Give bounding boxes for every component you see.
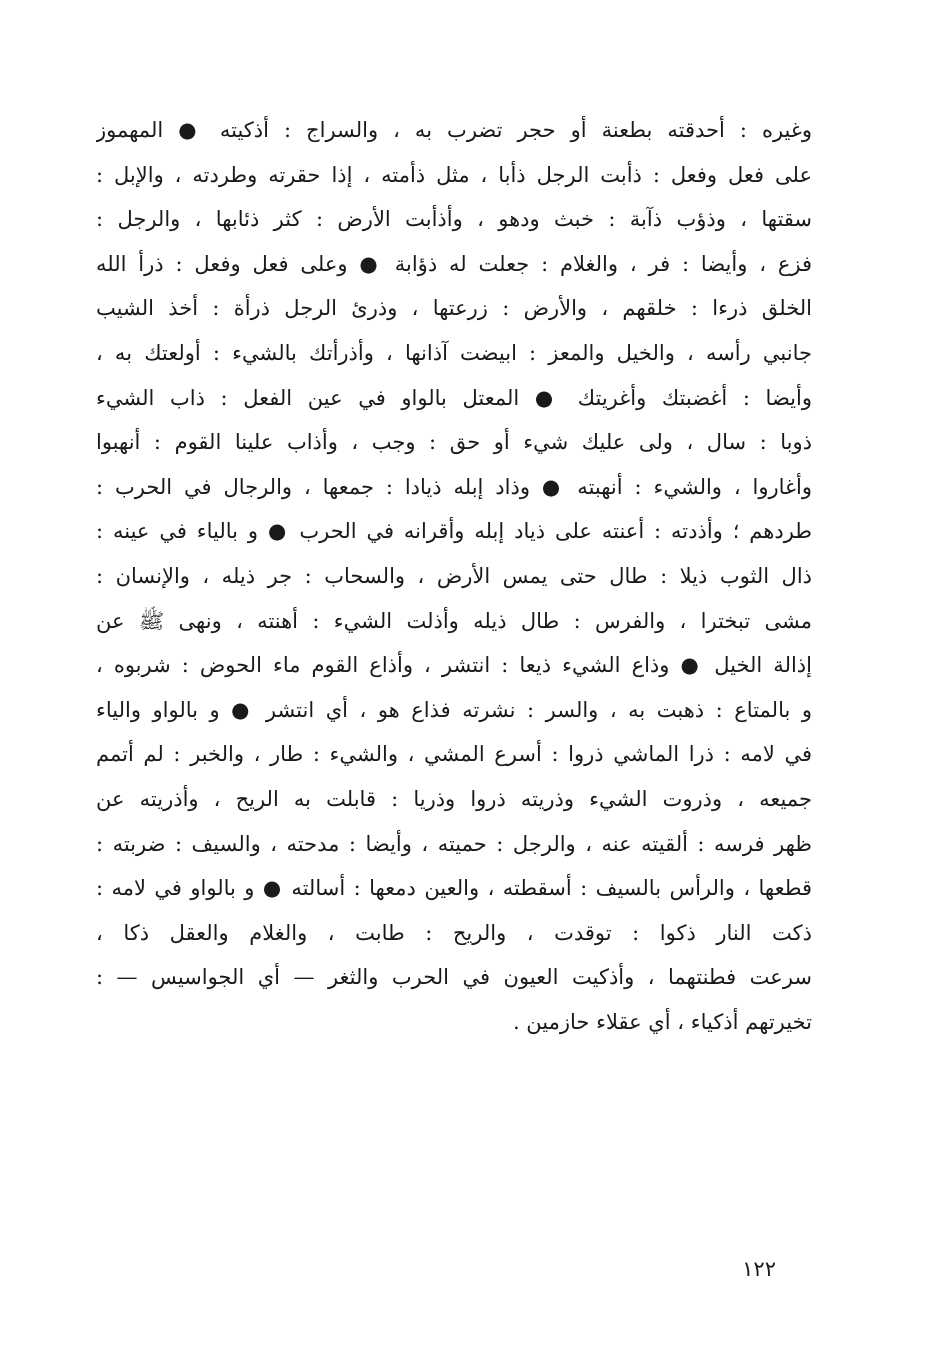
text-line-19: ذكت النار ذكوا : توقدت ، والريح : طابت ، والغلام والعقل ذكا ، [96, 920, 812, 945]
text-line-16: جميعه ، وذروت الشيء وذريته ذروا وذريا : قابلت به الريح ، وأذريته عن [96, 786, 812, 811]
text-line-7: وأيضا : أغضبتك وأغريتك ● المعتل بالواو في عين الفعل : ذاب الشيء [96, 385, 812, 410]
text-line-21: تخيرتهم أذكياء ، أي عقلاء حازمين . [512, 1009, 812, 1034]
text-line-4: فزع ، وأيضا : فر ، والغلام : جعلت له ذؤابة ● وعلى فعل وفعل : ذرأ الله [96, 251, 812, 276]
text-line-10: طردهم ؛ وأذدته : أعنته على ذياد إبله وأقرانه في الحرب ● و بالياء في عينه : [96, 519, 812, 544]
text-line-18: قطعها ، والرأس بالسيف : أسقطته ، والعين دمعها : أسالته ● و بالواو في لامه : [96, 876, 812, 901]
page-number: ١٢٢ [742, 1257, 776, 1281]
text-line-13: إذالة الخيل ● وذاع الشيء ذيعا : انتشر ، وأذاع القوم ماء الحوض : شربوه ، [96, 653, 812, 678]
text-line-1: وغيره : أحدقته بطعنة أو حجر تضرب به ، والسراج : أذكيته ● المهموز [96, 118, 812, 142]
text-line-2: على فعل وفعل : ذأبت الرجل ذأبا ، مثل ذأمته ، إذا حقرته وطردته ، والإبل : [96, 162, 812, 187]
body-text [96, 108, 812, 1044]
text-line-5: الخلق ذرءا : خلقهم ، والأرض : زرعتها ، وذرئ الرجل ذرأة : أخذ الشيب [96, 296, 812, 321]
text-line-20: سرعت فطنتهما ، وأذكيت العيون في الحرب والثغر — أي الجواسيس — : [96, 965, 812, 990]
text-line-3: سقتها ، وذؤب ذآبة : خبث ودهو ، وأذأبت الأرض : كثر ذئابها ، والرجل : [96, 207, 812, 232]
text-line-12: مشى تبخترا ، والفرس : طال ذيله وأذلت الشيء : أهنته ، ونهى ﷺ عن [96, 608, 812, 633]
text-line-6: جانبي رأسه ، والخيل والمعز : ابيضت آذانها ، وأذرأتك بالشيء : أولعتك به ، [96, 340, 812, 365]
text-line-15: في لامه : ذرا الماشي ذروا : أسرع المشي ، والشيء : طار ، والخبر : لم أتمم [96, 742, 812, 767]
text-line-9: وأغاروا ، والشيء : أنهبته ● وذاد إبله ذيادا : جمعها ، والرجال في الحرب : [96, 474, 812, 499]
text-line-17: ظهر فرسه : ألقيته عنه ، والرجل : حميته ، وأيضا : مدحته ، والسيف : ضربته : [96, 831, 812, 856]
text-line-14: و بالمتاع : ذهبت به ، والسر : نشرته فذاع هو ، أي انتشر ● و بالواو والياء [96, 697, 812, 722]
text-line-11: ذال الثوب ذيلا : طال حتى يمس الأرض ، والسحاب : جر ذيله ، والإنسان : [96, 563, 812, 588]
text-line-8: ذوبا : سال ، ولى عليك شيء أو حق : وجب ، وأذاب علينا القوم : أنهبوا [96, 430, 812, 455]
